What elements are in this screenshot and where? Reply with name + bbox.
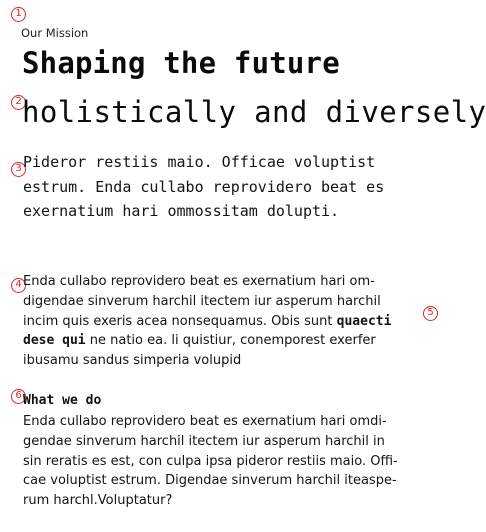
body-text: incim quis exeris acea nonsequamus. Obis sunt <box>23 313 337 329</box>
lead-line: exernatium hari ommossitam dolupti. <box>23 202 340 220</box>
body-line: digendae sinverum harchil itectem iur asperum harchil <box>23 293 381 309</box>
body-line: ibusamu sandus simperia volupid <box>23 353 242 369</box>
lead-paragraph <box>23 150 453 224</box>
body-paragraph-what-we-do <box>23 412 433 511</box>
emphasis-text: quaecti <box>336 313 392 329</box>
emphasis-text: dese qui <box>23 333 86 349</box>
body-line: Enda cullabo reprovidero beat es exernatium hari om- <box>23 274 375 289</box>
section-heading-what-we-do: What we do <box>23 393 102 408</box>
body-text: ne natio ea. li quistiur, conemporest exerfer <box>85 333 376 349</box>
body-line: rum harchl.Voluptatur? <box>23 493 173 509</box>
body-paragraph-intro <box>23 272 423 371</box>
annotation-marker-3: 3 <box>11 162 26 177</box>
body-line: gendae sinverum harchil itectem iur asperum harchil in <box>23 433 385 449</box>
page-subtitle: holistically and diversely <box>22 95 486 129</box>
annotation-marker-4: 4 <box>11 278 26 293</box>
eyebrow-label: Our Mission <box>21 26 89 40</box>
lead-line: Pideror restiis maio. Officae voluptist <box>23 153 376 171</box>
body-line: cae voluptist estrum. Digendae sinverum harchil iteaspe- <box>23 473 397 489</box>
body-line <box>23 331 423 351</box>
body-line: Enda cullabo reprovidero beat es exernatium hari omdi- <box>23 414 387 429</box>
body-line: sin reratis es est, con culpa ipsa pideror restiis maio. Offi- <box>23 453 398 469</box>
annotation-marker-5: 5 <box>423 306 438 321</box>
annotation-marker-1: 1 <box>11 7 26 22</box>
annotation-marker-6: 6 <box>11 389 26 404</box>
lead-line: estrum. Enda cullabo reprovidero beat es <box>23 177 385 196</box>
page-title: Shaping the future <box>22 46 340 80</box>
annotation-marker-2: 2 <box>11 95 26 110</box>
body-line <box>23 312 423 332</box>
